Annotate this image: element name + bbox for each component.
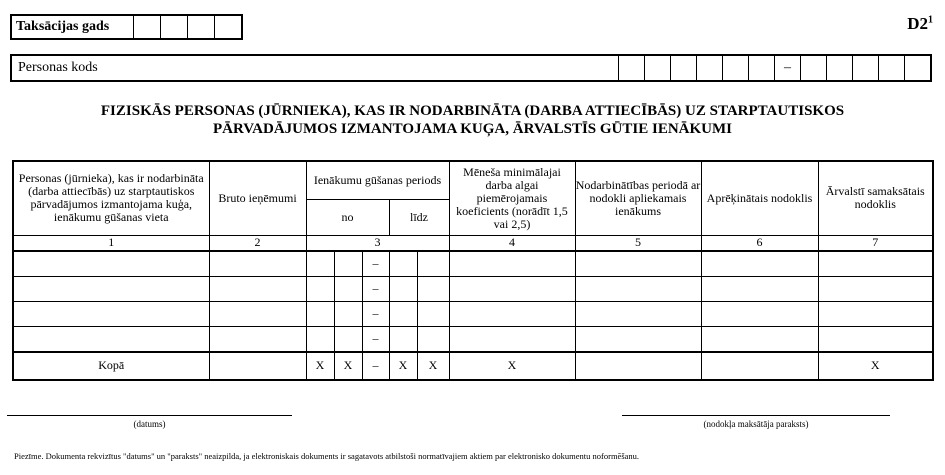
form-code	[907, 14, 933, 34]
cell-calculated-tax[interactable]	[701, 301, 818, 326]
personal-code-digit[interactable]	[618, 56, 644, 80]
cell-from-1[interactable]	[306, 251, 334, 277]
cell-gross-revenue[interactable]	[209, 276, 306, 301]
cell-from-1[interactable]	[306, 276, 334, 301]
personal-code-digit[interactable]	[878, 56, 904, 80]
total-row	[13, 352, 933, 380]
tax-year-digit-3[interactable]	[188, 16, 215, 38]
header-foreign-tax: Ārvalstī samaksātais nodoklis	[818, 161, 933, 235]
signature-label: (nodokļa maksātāja paraksts)	[703, 419, 809, 429]
personal-code-digit[interactable]	[696, 56, 722, 80]
table-row	[13, 326, 933, 352]
personal-code-digit[interactable]	[826, 56, 852, 80]
cell-coefficient[interactable]	[449, 276, 575, 301]
date-label: (datums)	[133, 419, 166, 429]
cell-gross-revenue[interactable]	[209, 301, 306, 326]
personal-code-digit[interactable]	[904, 56, 930, 80]
header-income-period: Ienākumu gūšanas periods	[306, 161, 449, 199]
total-x-mark: X	[818, 352, 933, 380]
cell-from-1[interactable]	[306, 326, 334, 352]
cell-calculated-tax[interactable]	[701, 251, 818, 277]
total-x-mark: X	[389, 352, 417, 380]
column-number-2: 2	[209, 235, 306, 251]
cell-to-2[interactable]	[417, 301, 449, 326]
total-gross-revenue[interactable]	[209, 352, 306, 380]
total-taxable-income[interactable]	[575, 352, 701, 380]
cell-to-2[interactable]	[417, 251, 449, 277]
column-number-1: 1	[13, 235, 209, 251]
cell-coefficient[interactable]	[449, 301, 575, 326]
form-title	[0, 102, 945, 138]
cell-foreign-tax[interactable]	[818, 301, 933, 326]
cell-from-2[interactable]	[334, 326, 362, 352]
table-row	[13, 251, 933, 277]
header-calculated-tax: Aprēķinātais nodoklis	[701, 161, 818, 235]
cell-income-place[interactable]	[13, 301, 209, 326]
header-income-place: Personas (jūrnieka), kas ir nodarbināta (darba attiecībās) uz starptautiskos pārvadājumos izmantojama kuģa, ienākumu gūšanas vieta	[13, 161, 209, 235]
column-number-7: 7	[818, 235, 933, 251]
cell-foreign-tax[interactable]	[818, 326, 933, 352]
table-row	[13, 276, 933, 301]
cell-to-1[interactable]	[389, 251, 417, 277]
header-taxable-income: Nodarbinātības periodā ar nodokli apliekamais ienākums	[575, 161, 701, 235]
header-coefficient: Mēneša minimālajai darba algai piemērojamais koeficients (norādīt 1,5 vai 2,5)	[449, 161, 575, 235]
header-period-from: no	[306, 199, 389, 235]
cell-taxable-income[interactable]	[575, 276, 701, 301]
personal-code-dash: –	[774, 56, 800, 80]
personal-code-digit[interactable]	[800, 56, 826, 80]
total-label: Kopā	[13, 352, 209, 380]
cell-gross-revenue[interactable]	[209, 251, 306, 277]
date-line[interactable]	[7, 415, 292, 416]
form-code-text: D2	[907, 14, 928, 33]
tax-year-field	[10, 14, 243, 40]
cell-from-2[interactable]	[334, 276, 362, 301]
column-number-4: 4	[449, 235, 575, 251]
cell-period-dash: –	[362, 251, 389, 277]
cell-coefficient[interactable]	[449, 326, 575, 352]
cell-to-1[interactable]	[389, 301, 417, 326]
column-number-6: 6	[701, 235, 818, 251]
cell-taxable-income[interactable]	[575, 301, 701, 326]
cell-taxable-income[interactable]	[575, 326, 701, 352]
cell-period-dash: –	[362, 276, 389, 301]
personal-code-label: Personas kods	[18, 60, 98, 75]
form-title-line-2: PĀRVADĀJUMOS IZMANTOJAMA KUĢA, ĀRVALSTĪS GŪTIE IENĀKUMI	[212, 121, 732, 137]
total-dash: –	[362, 352, 389, 380]
cell-foreign-tax[interactable]	[818, 276, 933, 301]
table-row	[13, 301, 933, 326]
personal-code-digit[interactable]	[722, 56, 748, 80]
cell-coefficient[interactable]	[449, 251, 575, 277]
personal-code-digit[interactable]	[748, 56, 774, 80]
total-x-mark: X	[306, 352, 334, 380]
form-title-line-1: FIZISKĀS PERSONAS (JŪRNIEKA), KAS IR NODARBINĀTA (DARBA ATTIECĪBĀS) UZ STARPTAUTISKOS	[100, 103, 845, 119]
cell-to-1[interactable]	[389, 326, 417, 352]
personal-code-digit[interactable]	[670, 56, 696, 80]
personal-code-digit[interactable]	[644, 56, 670, 80]
total-x-mark: X	[417, 352, 449, 380]
header-period-to: līdz	[389, 199, 449, 235]
cell-income-place[interactable]	[13, 326, 209, 352]
cell-to-2[interactable]	[417, 326, 449, 352]
personal-code-digit[interactable]	[852, 56, 878, 80]
total-x-mark: X	[449, 352, 575, 380]
cell-to-1[interactable]	[389, 276, 417, 301]
signature-line[interactable]	[622, 415, 890, 416]
cell-from-1[interactable]	[306, 301, 334, 326]
cell-calculated-tax[interactable]	[701, 276, 818, 301]
tax-year-digit-1[interactable]	[134, 16, 161, 38]
cell-foreign-tax[interactable]	[818, 251, 933, 277]
cell-period-dash: –	[362, 301, 389, 326]
income-table	[12, 160, 934, 381]
cell-taxable-income[interactable]	[575, 251, 701, 277]
cell-to-2[interactable]	[417, 276, 449, 301]
tax-year-digit-2[interactable]	[161, 16, 188, 38]
cell-income-place[interactable]	[13, 251, 209, 277]
cell-from-2[interactable]	[334, 251, 362, 277]
cell-income-place[interactable]	[13, 276, 209, 301]
cell-calculated-tax[interactable]	[701, 326, 818, 352]
footnote: Piezīme. Dokumenta rekvizītus "datums" un "paraksts" neaizpilda, ja elektroniskais dokuments ir sagatavots atbilstoši normatīvajiem aktiem par elektronisko dokumentu noformēšanu.	[14, 451, 640, 461]
header-gross-revenue: Bruto ieņēmumi	[209, 161, 306, 235]
column-number-3: 3	[306, 235, 449, 251]
tax-year-label: Taksācijas gads	[12, 16, 134, 38]
cell-from-2[interactable]	[334, 301, 362, 326]
cell-period-dash: –	[362, 326, 389, 352]
cell-gross-revenue[interactable]	[209, 326, 306, 352]
personal-code-field	[10, 54, 932, 82]
tax-year-digit-4[interactable]	[215, 16, 241, 38]
form-code-superscript: 1	[928, 14, 933, 26]
total-x-mark: X	[334, 352, 362, 380]
total-calculated-tax[interactable]	[701, 352, 818, 380]
column-number-5: 5	[575, 235, 701, 251]
